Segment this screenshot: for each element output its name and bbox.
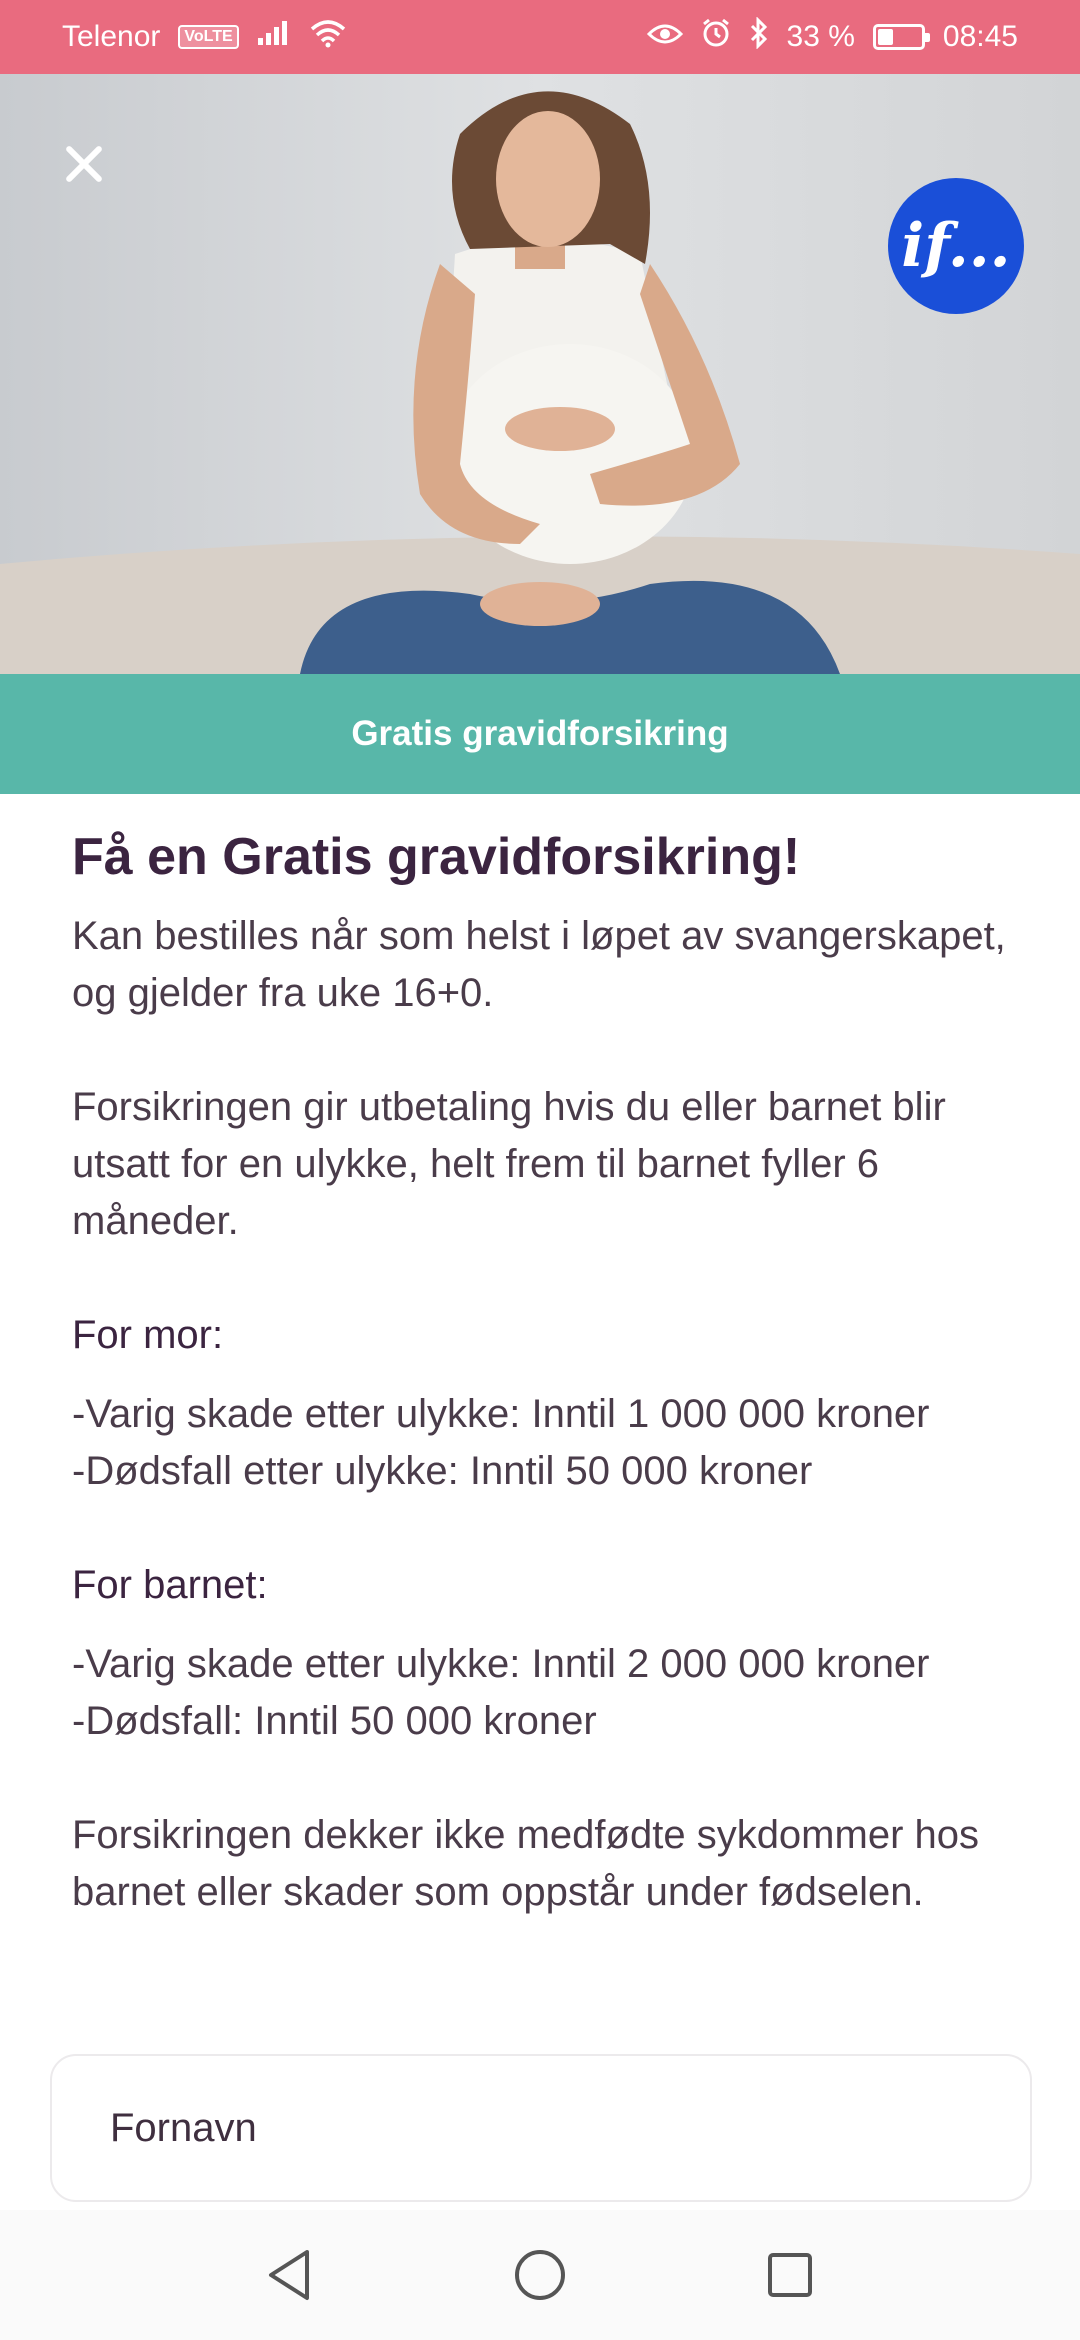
offer-headline: Få en Gratis gravidforsikring!	[72, 828, 801, 886]
home-icon	[513, 2248, 567, 2302]
back-icon	[265, 2248, 315, 2302]
offer-banner: Gratis gravidforsikring	[0, 674, 1080, 794]
mother-item: -Dødsfall etter ulykke: Inntil 50 000 kroner	[72, 1449, 813, 1493]
bluetooth-icon	[749, 17, 769, 57]
close-button[interactable]	[54, 134, 114, 194]
carrier-label: Telenor	[62, 20, 161, 53]
pregnant-woman-illustration	[0, 74, 1080, 674]
clock: 08:45	[942, 20, 1018, 53]
exclusion-text: Forsikringen dekker ikke medfødte sykdommer hos barnet eller skader som oppstår under fødselen.	[72, 1813, 979, 1914]
home-button[interactable]	[510, 2245, 570, 2305]
child-heading: For barnet:	[72, 1563, 268, 1607]
wifi-icon	[309, 18, 347, 56]
battery-percent: 33 %	[786, 20, 855, 53]
status-right	[647, 17, 1018, 57]
offer-content	[72, 826, 1012, 1921]
child-item: -Dødsfall: Inntil 50 000 kroner	[72, 1699, 597, 1743]
status-left	[62, 18, 347, 56]
recents-icon	[765, 2250, 815, 2300]
recents-button[interactable]	[760, 2245, 820, 2305]
first-name-field[interactable]	[50, 2054, 1032, 2202]
payout-text: Forsikringen gir utbetaling hvis du eller barnet blir utsatt for en ulykke, helt frem til barnet fyller 6 måneder.	[72, 1085, 946, 1243]
if-logo: if...	[888, 178, 1024, 314]
battery-icon	[873, 24, 925, 50]
alarm-icon	[701, 18, 731, 56]
intro-text: Kan bestilles når som helst i løpet av svangerskapet, og gjelder fra uke 16+0.	[72, 914, 1006, 1015]
navigation-bar	[0, 2210, 1080, 2340]
mother-item: -Varig skade etter ulykke: Inntil 1 000 000 kroner	[72, 1392, 930, 1436]
back-button[interactable]	[260, 2245, 320, 2305]
signal-icon	[257, 20, 291, 54]
mother-heading: For mor:	[72, 1313, 224, 1357]
status-bar	[0, 0, 1080, 74]
first-name-input[interactable]	[110, 2056, 1030, 2200]
eye-icon	[647, 20, 683, 54]
child-item: -Varig skade etter ulykke: Inntil 2 000 000 kroner	[72, 1642, 930, 1686]
volte-badge: VoLTE	[178, 25, 238, 49]
hero-image	[0, 74, 1080, 674]
